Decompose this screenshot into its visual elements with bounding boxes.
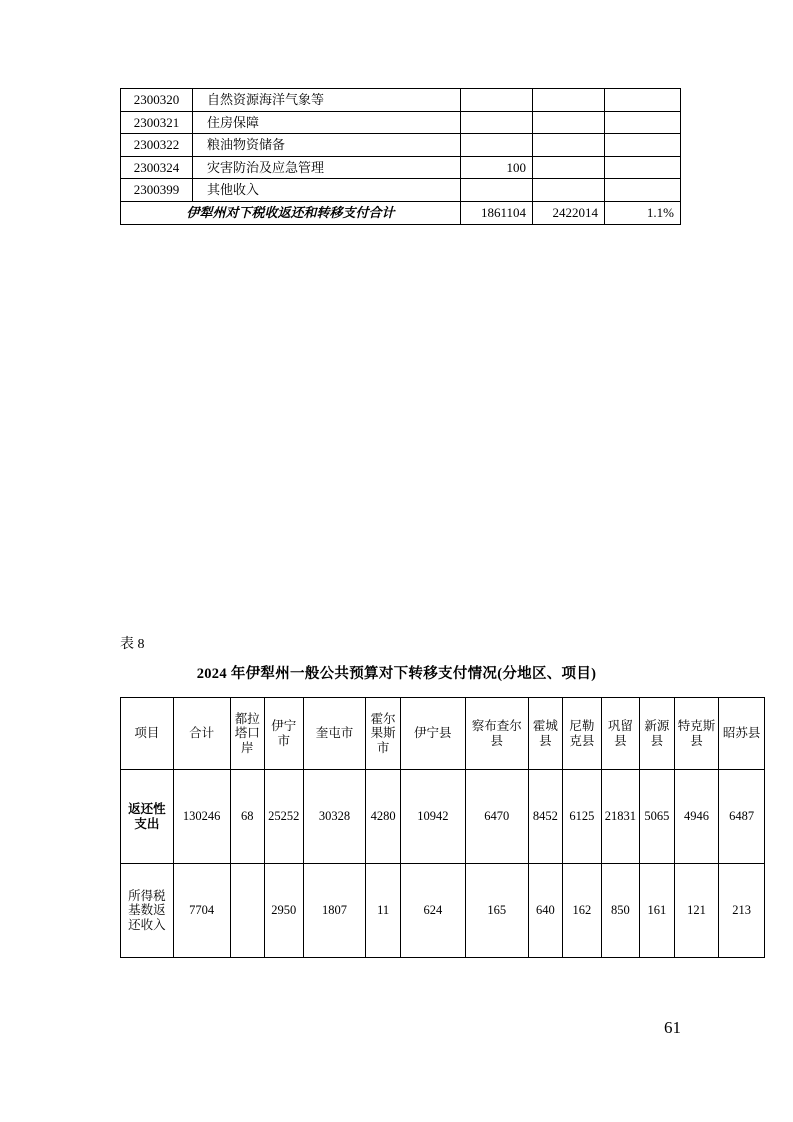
row-value: 6487 [719,770,765,864]
column-header: 霍城县 [528,698,562,770]
total-row-value-2: 2422014 [533,201,605,224]
row-value: 162 [563,864,602,958]
row-value-2 [533,156,605,179]
transfer-payment-table [120,697,765,958]
row-value: 68 [230,770,264,864]
row-value-3 [605,89,681,112]
table-row [121,770,765,864]
total-row-label: 伊犁州对下税收返还和转移支付合计 [121,201,461,224]
row-value-1 [461,111,533,134]
row-value: 11 [366,864,400,958]
table-row [121,111,681,134]
column-header: 合计 [173,698,230,770]
row-value-1 [461,179,533,202]
tax-return-table-container [120,88,680,225]
column-header: 尼勒克县 [563,698,602,770]
table-row [121,864,765,958]
row-label: 所得税基数返还收入 [121,864,174,958]
row-value: 640 [528,864,562,958]
page-number: 61 [664,1018,681,1037]
row-value [230,864,264,958]
table-total-row [121,201,681,224]
row-value: 8452 [528,770,562,864]
table-label: 表 8 [120,637,145,652]
row-code: 2300320 [121,89,193,112]
column-header: 巩留县 [601,698,640,770]
table-title: 2024 年伊犁州一般公共预算对下转移支付情况(分地区、项目) [196,666,597,682]
table-header-row [121,698,765,770]
row-value: 21831 [601,770,640,864]
row-name: 自然资源海洋气象等 [193,89,461,112]
row-name: 粮油物资储备 [193,134,461,157]
row-name: 住房保障 [193,111,461,134]
row-value-2 [533,134,605,157]
row-code: 2300399 [121,179,193,202]
row-code: 2300321 [121,111,193,134]
tax-return-table [120,88,681,225]
row-value: 1807 [303,864,366,958]
table-row [121,89,681,112]
total-row-value-1: 1861104 [461,201,533,224]
column-header: 新源县 [640,698,674,770]
row-value: 10942 [400,770,465,864]
row-value: 4280 [366,770,400,864]
row-value: 7704 [173,864,230,958]
row-value-1: 100 [461,156,533,179]
row-label: 返还性支出 [121,770,174,864]
row-value-3 [605,111,681,134]
column-header: 伊宁县 [400,698,465,770]
row-name: 其他收入 [193,179,461,202]
row-value-1 [461,134,533,157]
row-value: 6470 [465,770,528,864]
row-value: 165 [465,864,528,958]
row-value: 121 [674,864,719,958]
column-header: 伊宁市 [264,698,303,770]
row-value-3 [605,179,681,202]
row-value-1 [461,89,533,112]
row-value: 4946 [674,770,719,864]
row-value: 624 [400,864,465,958]
column-header: 项目 [121,698,174,770]
row-value-2 [533,179,605,202]
row-value-3 [605,156,681,179]
column-header: 都拉塔口岸 [230,698,264,770]
row-value: 130246 [173,770,230,864]
row-value-2 [533,111,605,134]
row-value: 6125 [563,770,602,864]
transfer-payment-table-body [121,698,765,958]
row-value: 213 [719,864,765,958]
row-value: 850 [601,864,640,958]
column-header: 霍尔果斯市 [366,698,400,770]
row-code: 2300324 [121,156,193,179]
column-header: 昭苏县 [719,698,765,770]
total-row-value-3: 1.1% [605,201,681,224]
row-value-3 [605,134,681,157]
table-row [121,179,681,202]
row-name: 灾害防治及应急管理 [193,156,461,179]
table-row [121,134,681,157]
row-code: 2300322 [121,134,193,157]
row-value: 25252 [264,770,303,864]
tax-return-table-body [121,89,681,225]
row-value: 5065 [640,770,674,864]
column-header: 奎屯市 [303,698,366,770]
table-row [121,156,681,179]
column-header: 特克斯县 [674,698,719,770]
column-header: 察布查尔县 [465,698,528,770]
row-value: 2950 [264,864,303,958]
transfer-payment-table-container [120,697,765,958]
row-value-2 [533,89,605,112]
row-value: 30328 [303,770,366,864]
row-value: 161 [640,864,674,958]
